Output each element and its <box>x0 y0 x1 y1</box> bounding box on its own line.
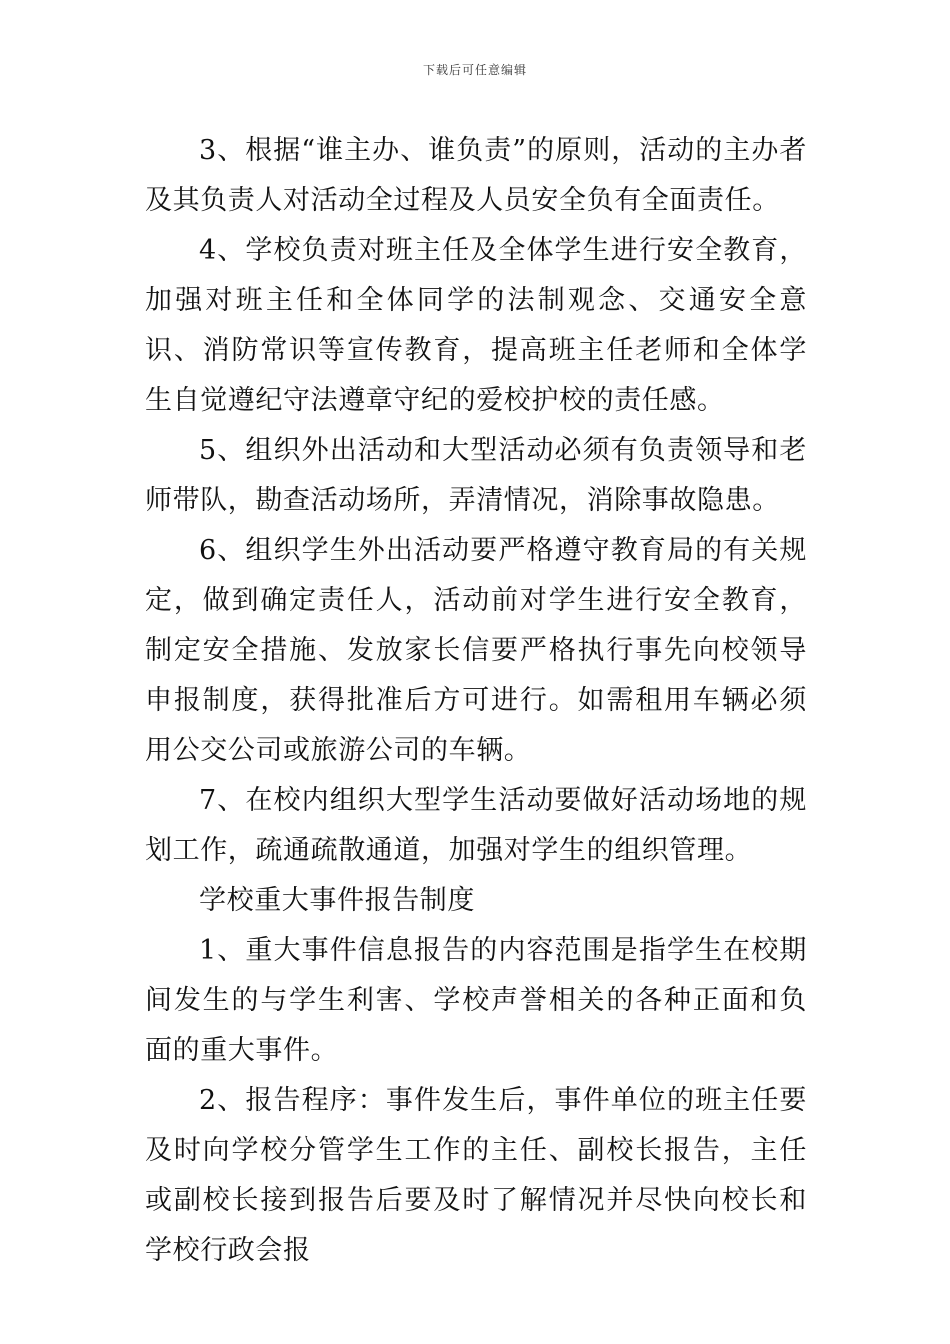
page-header: 下载后可任意编辑 <box>422 63 527 77</box>
paragraph-item-4: 4、学校负责对班主任及全体学生进行安全教育，加强对班主任和全体同学的法制观念、交通安全意识、消防常识等宣传教育，提高班主任老师和全体学生自觉遵纪守法遵章守纪的爱校护校的责任感。 <box>145 235 807 416</box>
paragraph-report-1: 1、重大事件信息报告的内容范围是指学生在校期间发生的与学生利害、学校声誉相关的各种正面和负面的重大事件。 <box>145 935 807 1066</box>
paragraph-item-7: 7、在校内组织大型学生活动要做好活动场地的规划工作，疏通疏散通道，加强对学生的组织管理。 <box>145 785 807 866</box>
document-body <box>145 126 807 1276</box>
paragraph-item-5: 5、组织外出活动和大型活动必须有负责领导和老师带队，勘查活动场所，弄清情况，消除事故隐患。 <box>145 435 807 516</box>
section-heading: 学校重大事件报告制度 <box>199 885 475 916</box>
paragraph-item-6: 6、组织学生外出活动要严格遵守教育局的有关规定，做到确定责任人，活动前对学生进行安全教育，制定安全措施、发放家长信要严格执行事先向校领导申报制度，获得批准后方可进行。如需租用车辆必须用公交公司或旅游公司的车辆。 <box>145 535 807 766</box>
paragraph-report-2: 2、报告程序：事件发生后，事件单位的班主任要及时向学校分管学生工作的主任、副校长报告，主任或副校长接到报告后要及时了解情况并尽快向校长和学校行政会报 <box>145 1085 807 1266</box>
paragraph-item-3: 3、根据“谁主办、谁负责”的原则，活动的主办者及其负责人对活动全过程及人员安全负有全面责任。 <box>145 135 807 216</box>
